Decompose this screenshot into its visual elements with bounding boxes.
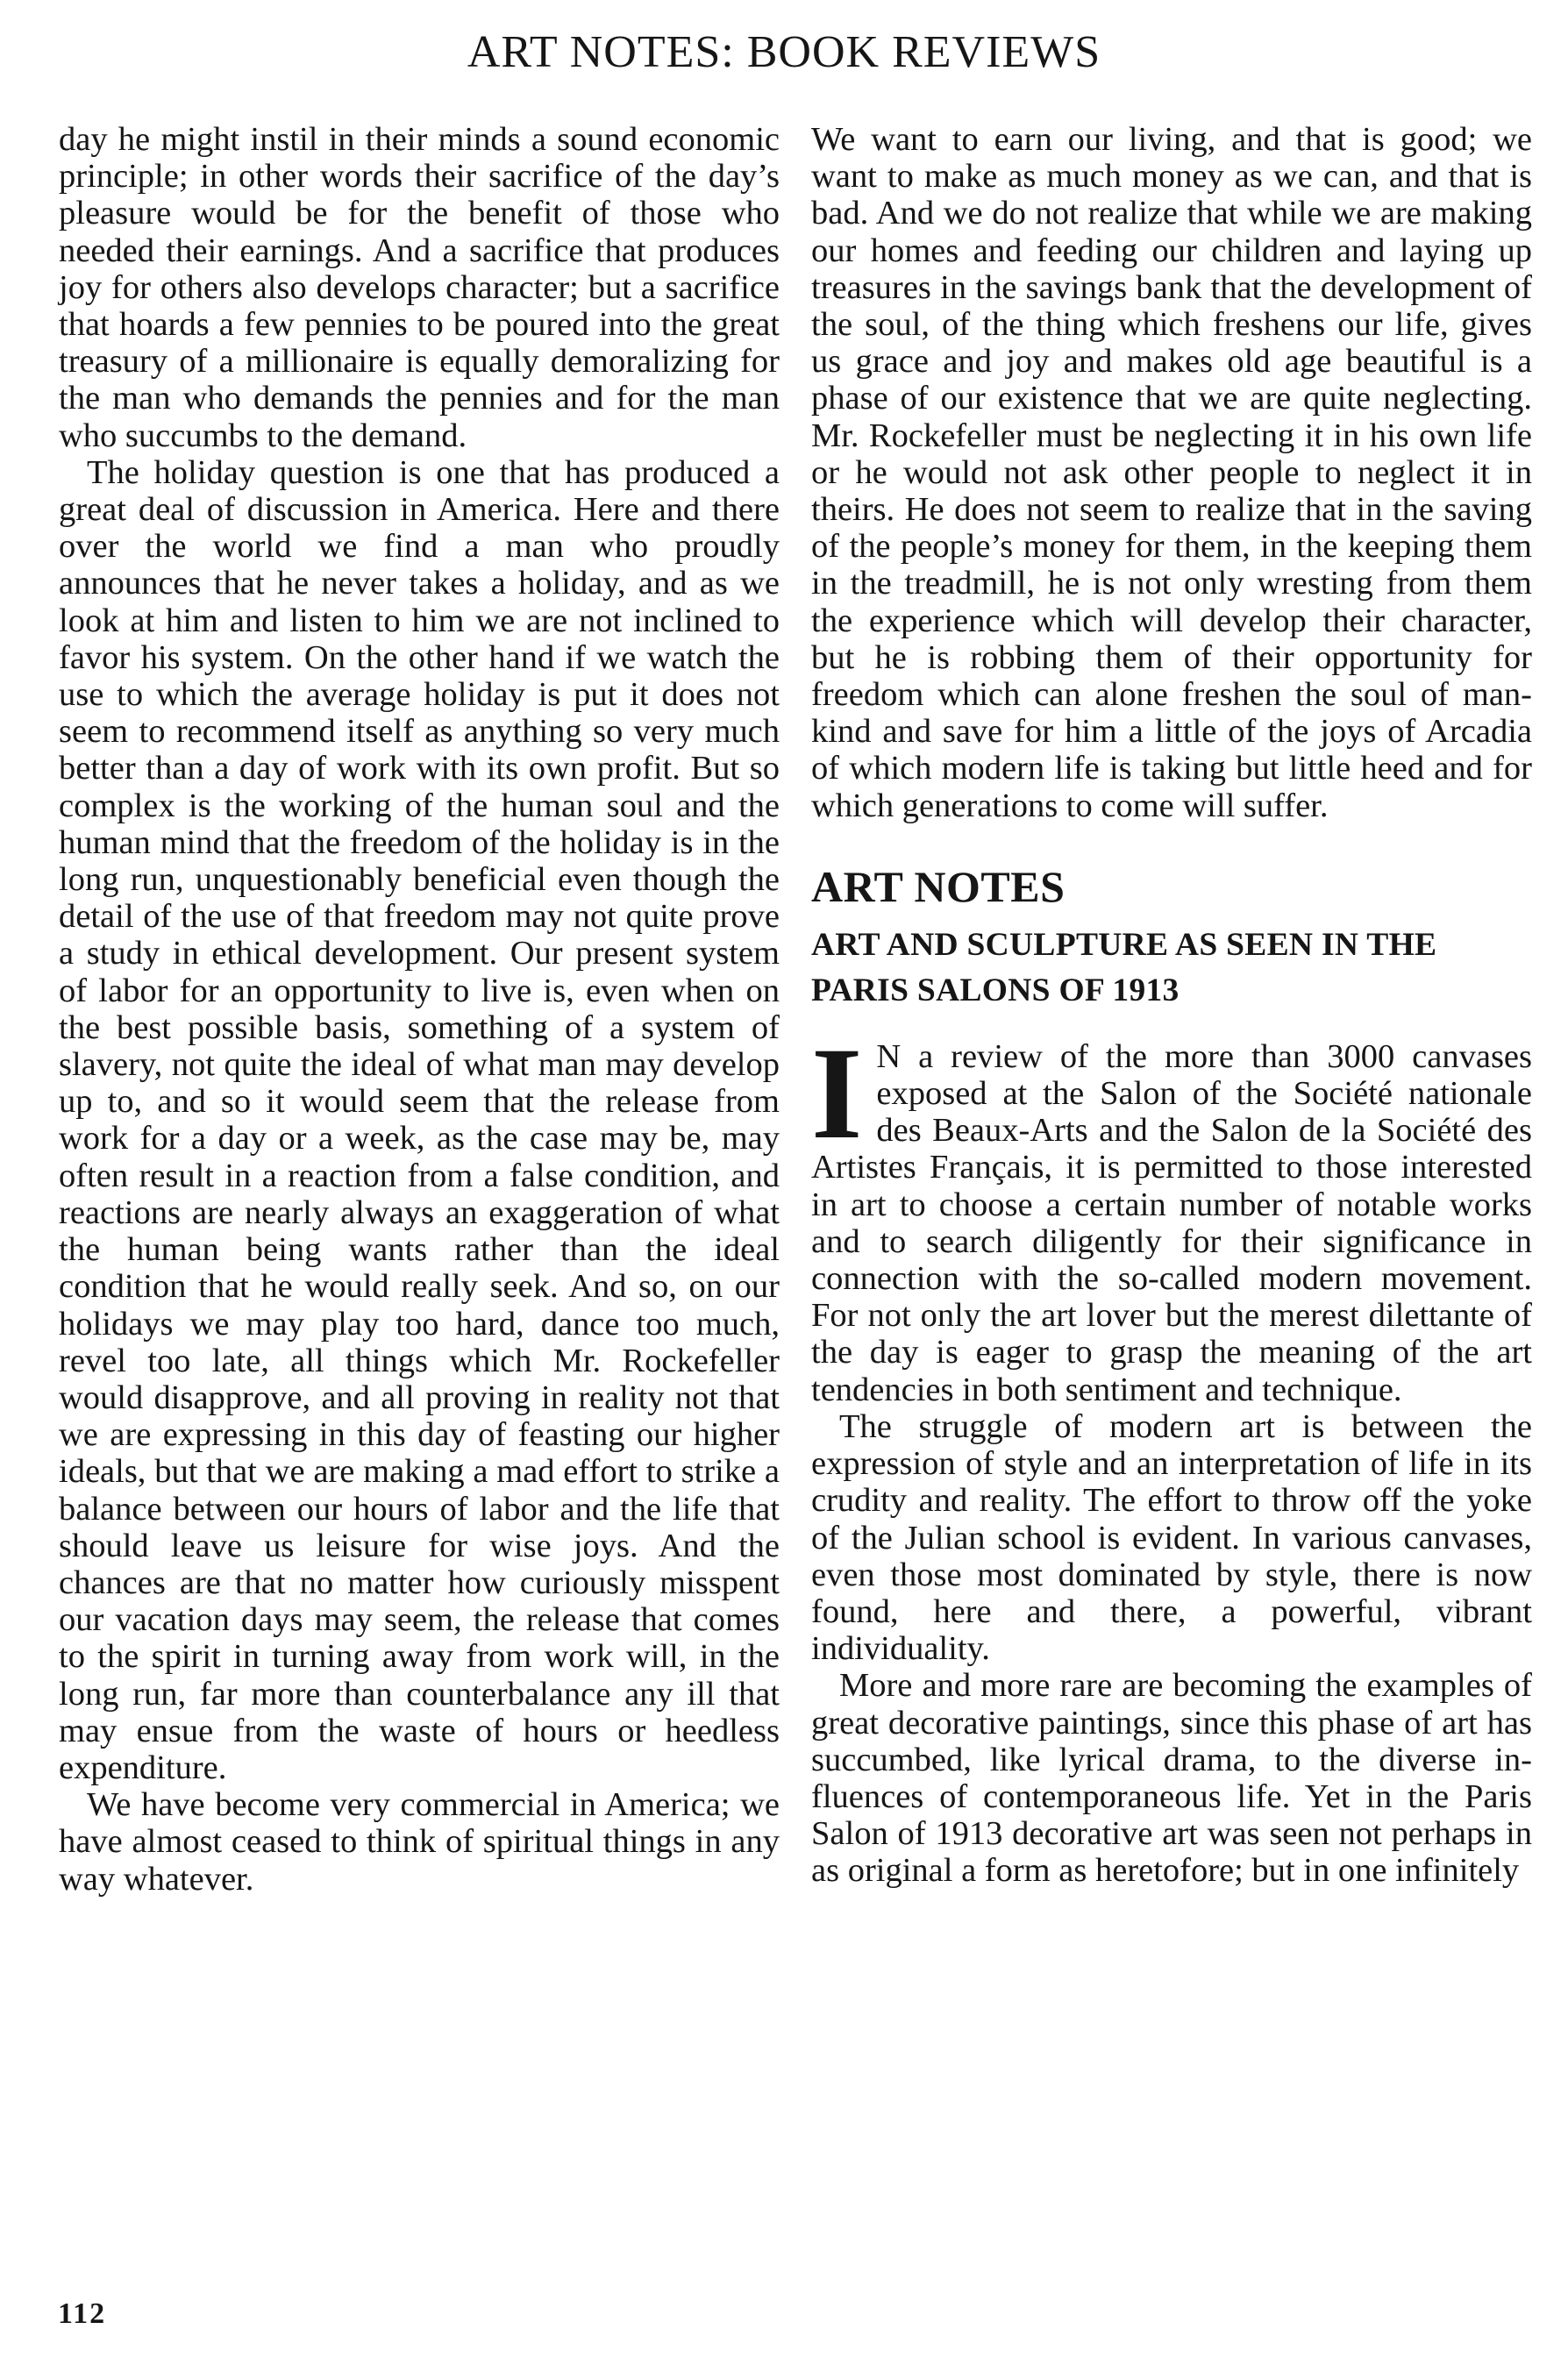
right-column [811,121,1532,1890]
paragraph: We have become very commercial in America; we have almost ceased to think of spiritual things in any way whatever. [59,1786,780,1898]
running-title: ART NOTES: BOOK REVIEWS [467,27,1101,77]
drop-cap: I [811,1020,863,1166]
page-number: 112 [58,2297,107,2330]
article-title: ART AND SCULPTURE AS SEEN IN THE PARIS SALONS OF 1913 [811,926,1437,1008]
paragraph: The holiday question is one that has produced a great deal of discussion in America. Here and there over the world we find a man who proudly announces that he never takes a holiday, and as we look at him and listen to him we are not inclined to favor his system. On the other hand if we watch the use to which the average holiday is put it does not seem to recommend itself as anything so very much better than a day of work with its own profit. But so complex is the working of the human soul and the human mind that the freedom of the holiday is in the long run, unquestionably beneficial even though the detail of the use of that freedom may not quite prove a study in ethical development. Our present system of labor for an opportunity to live is, even when on the best possible basis, something of a system of slavery, not quite the ideal of what man may develop up to, and so it would seem that the release from work for a day or a week, as the case may be, may often result in a reaction from a false condition, and reactions are nearly always an exaggeration of what the human being wants rather than the ideal condition that he would really seek. And so, on our holidays we may play too hard, dance too much, revel too late, all things which Mr. Rockefeller would disapprove, and all proving in reality not that we are expressing in this day of feasting our higher ideals, but that we are making a mad effort to strike a balance between our hours of labor and the life that should leave us leisure for wise joys. And the chances are that no matter how curiously misspent our vacation days may seem, the release that comes to the spirit in turning away from work will, in the long run, far more than counterbalance any ill that may ensue from the waste of hours or heedless expenditure. [59,453,780,1786]
paragraph: We want to earn our living, and that is good; we want to make as much money as we can, and that is bad. And we do not realize that while we are making our homes and feeding our children and laying up treasures in the savings bank that the development of the soul, of the thing which freshens our life, gives us grace and joy and makes old age beautiful is a phase of our existence that we are quite neglecting. Mr. Rockefeller must be neglecting it in his own life or he would not ask other people to neglect it in theirs. He does not seem to realize that in the saving of the people’s money for them, in the keeping them in the treadmill, he is not only wresting from them the experience which will develop their character, but he is robbing them of their opportunity for freedom which can alone freshen the soul of mankind and save for him a little of the joys of Arcadia of which modern life is taking but little heed and for which generations to come will suffer. [811,121,1532,824]
left-column [59,121,780,1898]
paragraph: More and more rare are becoming the examples of great decorative paintings, since this phase of art has succumbed, like lyrical drama, to the diverse influences of contemporaneous life. Yet in the Paris Salon of 1913 decorative art was seen not perhaps in as original a form as heretofore; but in one infinitely [811,1667,1532,1890]
paragraph: day he might instil in their minds a sound economic principle; in other words their sacrifice of the day’s pleasure would be for the benefit of those who needed their earnings. And a sacrifice that produces joy for others also develops character; but a sacrifice that hoards a few pennies to be poured into the great treasury of a millionaire is equally demoralizing for the man who demands the pennies and for the man who succumbs to the demand. [59,121,780,454]
opening-text: N a review of the more than 3000 canvases exposed at the Salon of the Société nationale des Beaux-Arts and the Salon de la Société des Artistes Français, it is permitted to those interested in art to choose a certain number of notable works and to search diligently for their significance in connection with the so-called modern movement. For not only the art lover but the merest dilettante of the day is eager to grasp the meaning of the art tendencies in both sentiment and technique. [811,1037,1532,1408]
section-heading: ART NOTES [811,861,1066,911]
paragraph: The struggle of modern art is between the expression of style and an interpretation of life in its crudity and reality. The effort to throw off the yoke of the Julian school is evident. In various canvases, even those most dominated by style, there is now found, here and there, a powerful, vibrant individuality. [811,1407,1532,1668]
article-opening-paragraph [811,1020,1532,1408]
